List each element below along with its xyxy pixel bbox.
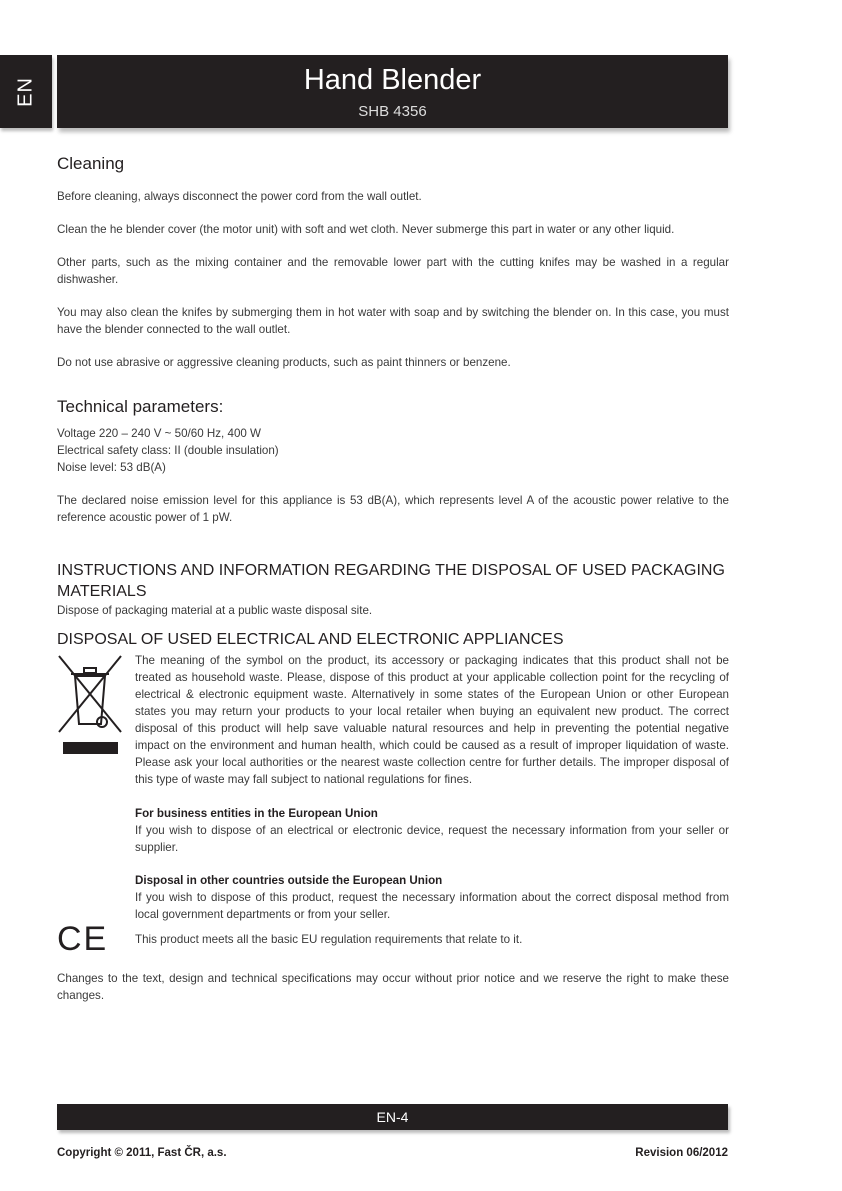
paragraph: Do not use abrasive or aggressive cleaning products, such as paint thinners or benzene.	[57, 356, 511, 369]
noise-note: The declared noise emission level for this appliance is 53 dB(A), which represents level A of the acoustic power relative to the reference acoustic power of 1 pW.	[57, 494, 729, 524]
language-label: EN	[14, 76, 37, 107]
cleaning-heading: Cleaning	[57, 154, 125, 173]
packaging-heading: INSTRUCTIONS AND INFORMATION REGARDING THE DISPOSAL OF USED PACKAGING MATERIALS	[57, 562, 725, 600]
spec-line: Noise level: 53 dB(A)	[57, 461, 166, 474]
paragraph: Before cleaning, always disconnect the power cord from the wall outlet.	[57, 190, 422, 203]
copyright: Copyright © 2011, Fast ČR, a.s.	[57, 1147, 227, 1159]
page-number-bar: EN-4	[57, 1104, 728, 1130]
other-countries-heading: Disposal in other countries outside the European Union	[135, 874, 443, 887]
page-title: Hand Blender	[303, 64, 482, 96]
language-tab	[0, 55, 52, 128]
other-countries-text: If you wish to dispose of this product, request the necessary information about the correct disposal method from local government departments or from your seller.	[135, 891, 729, 921]
changes-notice: Changes to the text, design and technical specifications may occur without prior notice and we reserve the right to make these changes.	[57, 972, 729, 1002]
revision: Revision 06/2012	[635, 1147, 728, 1159]
disposal-heading: DISPOSAL OF USED ELECTRICAL AND ELECTRONIC APPLIANCES	[57, 631, 564, 648]
ce-mark-icon: CE	[57, 920, 109, 958]
content	[57, 155, 729, 1020]
paragraph: Clean the he blender cover (the motor unit) with soft and wet cloth. Never submerge this part in water or any other liquid.	[57, 223, 675, 236]
technical-heading: Technical parameters:	[57, 397, 224, 416]
weee-bin-icon	[57, 652, 135, 939]
page-header	[57, 55, 728, 128]
spec-line: Electrical safety class: II (double insulation)	[57, 444, 279, 457]
spec-line: Voltage 220 – 240 V ~ 50/60 Hz, 400 W	[57, 427, 261, 440]
paragraph: You may also clean the knifes by submerging them in hot water with soap and by switching the blender on. In this case, you must have the blender connected to the wall outlet.	[57, 306, 729, 336]
disposal-text: The meaning of the symbol on the product, its accessory or packaging indicates that this product shall not be treated as household waste. Please, dispose of this product at your applicable collection point for the recycling of electrical & electronic equipment waste. Alternatively in some states of the European Union or other European states you may return your products to your local retailer when buying an equivalent new product. The correct disposal of this product will help save valuable natural resources and help in preventing the potential negative impact on the environment and human health, which could be caused as a result of improper liquidation of waste. Please ask your local authorities or the nearest waste collection centre for further details. The improper disposal of this type of waste may fall subject to national regulations for fines.	[135, 654, 729, 786]
business-heading: For business entities in the European Union	[135, 807, 378, 820]
business-text: If you wish to dispose of an electrical or electronic device, request the necessary information from your seller or supplier.	[135, 824, 729, 854]
paragraph: Other parts, such as the mixing container and the removable lower part with the cutting knifes may be washed in a regular dishwasher.	[57, 256, 729, 286]
packaging-text: Dispose of packaging material at a public waste disposal site.	[57, 604, 373, 617]
model-number: SHB 4356	[358, 103, 427, 120]
ce-text: This product meets all the basic EU regulation requirements that relate to it.	[135, 933, 523, 946]
